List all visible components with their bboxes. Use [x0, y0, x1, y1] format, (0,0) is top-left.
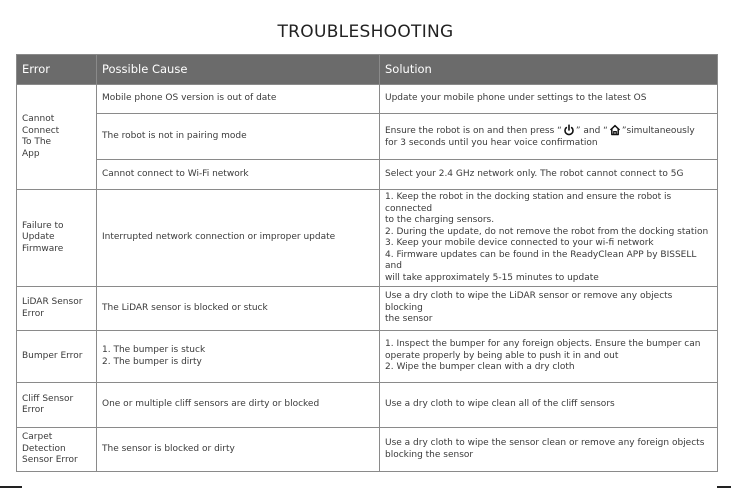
solution-line: for 3 seconds until you hear voice confirmation	[385, 137, 598, 148]
cause-cell	[97, 331, 380, 383]
cause-cell: Interrupted network connection or improper update	[97, 190, 380, 287]
solution-line: operate properly by being able to push it in and out	[385, 350, 619, 361]
solution-line: 1. Inspect the bumper for any foreign objects. Ensure the bumper can	[385, 339, 701, 350]
table-row	[17, 428, 718, 472]
solution-cell: Update your mobile phone under settings to the latest OS	[380, 85, 718, 114]
power-icon	[563, 124, 575, 136]
solution-text: ” and “	[575, 126, 608, 136]
solution-line: 2. Wipe the bumper clean with a dry cloth	[385, 362, 575, 373]
error-line: App	[22, 148, 40, 159]
troubleshooting-table	[16, 54, 718, 472]
solution-cell	[380, 287, 718, 331]
table-row	[17, 287, 718, 331]
error-line: Carpet	[22, 432, 53, 443]
header-solution: Solution	[380, 55, 718, 85]
cause-cell: The LiDAR sensor is blocked or stuck	[97, 287, 380, 331]
solution-cell	[380, 190, 718, 287]
error-cell-cannot-connect	[17, 85, 97, 190]
solution-line: will take approximately 5-15 minutes to update	[385, 272, 599, 283]
error-cell-lidar	[17, 287, 97, 331]
solution-text: Ensure the robot is on and then press “	[385, 126, 562, 136]
cause-cell: Cannot connect to Wi-Fi network	[97, 160, 380, 190]
crop-mark-left	[0, 486, 22, 488]
header-error: Error	[17, 55, 97, 85]
error-line: Cliff Sensor	[22, 393, 74, 404]
cause-cell: Mobile phone OS version is out of date	[97, 85, 380, 114]
error-line: Sensor Error	[22, 455, 78, 466]
error-line: Update	[22, 232, 55, 243]
table-row	[17, 160, 718, 190]
table-row	[17, 190, 718, 287]
error-line: LiDAR Sensor	[22, 297, 83, 307]
error-line: Connect	[22, 125, 60, 136]
solution-line: the sensor	[385, 314, 433, 325]
solution-line: Use a dry cloth to wipe the sensor clean or remove any foreign objects	[385, 438, 705, 448]
solution-line: 1. Keep the robot in the docking station and ensure the robot is connected	[385, 192, 672, 214]
table-row	[17, 383, 718, 428]
cause-line: 2. The bumper is dirty	[102, 356, 202, 367]
solution-cell	[380, 331, 718, 383]
error-line: Failure to	[22, 220, 64, 231]
cause-cell: The sensor is blocked or dirty	[97, 428, 380, 472]
cause-cell: The robot is not in pairing mode	[97, 114, 380, 160]
error-line: Bumper Error	[22, 350, 83, 361]
error-line: Firmware	[22, 243, 64, 254]
solution-cell: Use a dry cloth to wipe clean all of the cliff sensors	[380, 383, 718, 428]
solution-cell: Select your 2.4 GHz network only. The robot cannot connect to 5G	[380, 160, 718, 190]
header-possible-cause: Possible Cause	[97, 55, 380, 85]
solution-line	[385, 124, 712, 138]
solution-line: Use a dry cloth to wipe the LiDAR sensor or remove any objects blocking	[385, 291, 673, 313]
solution-line: 2. During the update, do not remove the robot from the docking station	[385, 226, 709, 237]
error-cell-cliff	[17, 383, 97, 428]
cause-cell: One or multiple cliff sensors are dirty or blocked	[97, 383, 380, 428]
table-row	[17, 114, 718, 160]
page-title: TROUBLESHOOTING	[277, 22, 454, 42]
error-cell-carpet	[17, 428, 97, 472]
table-row	[17, 331, 718, 383]
solution-line: 3. Keep your mobile device connected to your wi-fi network	[385, 238, 654, 248]
error-line: Cannot	[22, 114, 55, 124]
table-row	[17, 85, 718, 114]
error-line: Detection	[22, 443, 66, 454]
solution-cell	[380, 114, 718, 160]
error-cell-firmware	[17, 190, 97, 287]
solution-line: blocking the sensor	[385, 449, 474, 460]
cause-line: 1. The bumper is stuck	[102, 345, 206, 355]
crop-mark-right	[717, 486, 731, 488]
solution-text: ”simultaneously	[621, 126, 695, 136]
home-icon	[609, 124, 621, 136]
error-line: To The	[22, 137, 52, 147]
header-row	[17, 55, 718, 85]
solution-line: 4. Firmware updates can be found in the ReadyClean APP by BISSELL and	[385, 249, 697, 271]
solution-line: to the charging sensors.	[385, 215, 495, 225]
error-cell-bumper	[17, 331, 97, 383]
error-line: Error	[22, 308, 44, 319]
solution-cell	[380, 428, 718, 472]
error-line: Error	[22, 405, 44, 415]
